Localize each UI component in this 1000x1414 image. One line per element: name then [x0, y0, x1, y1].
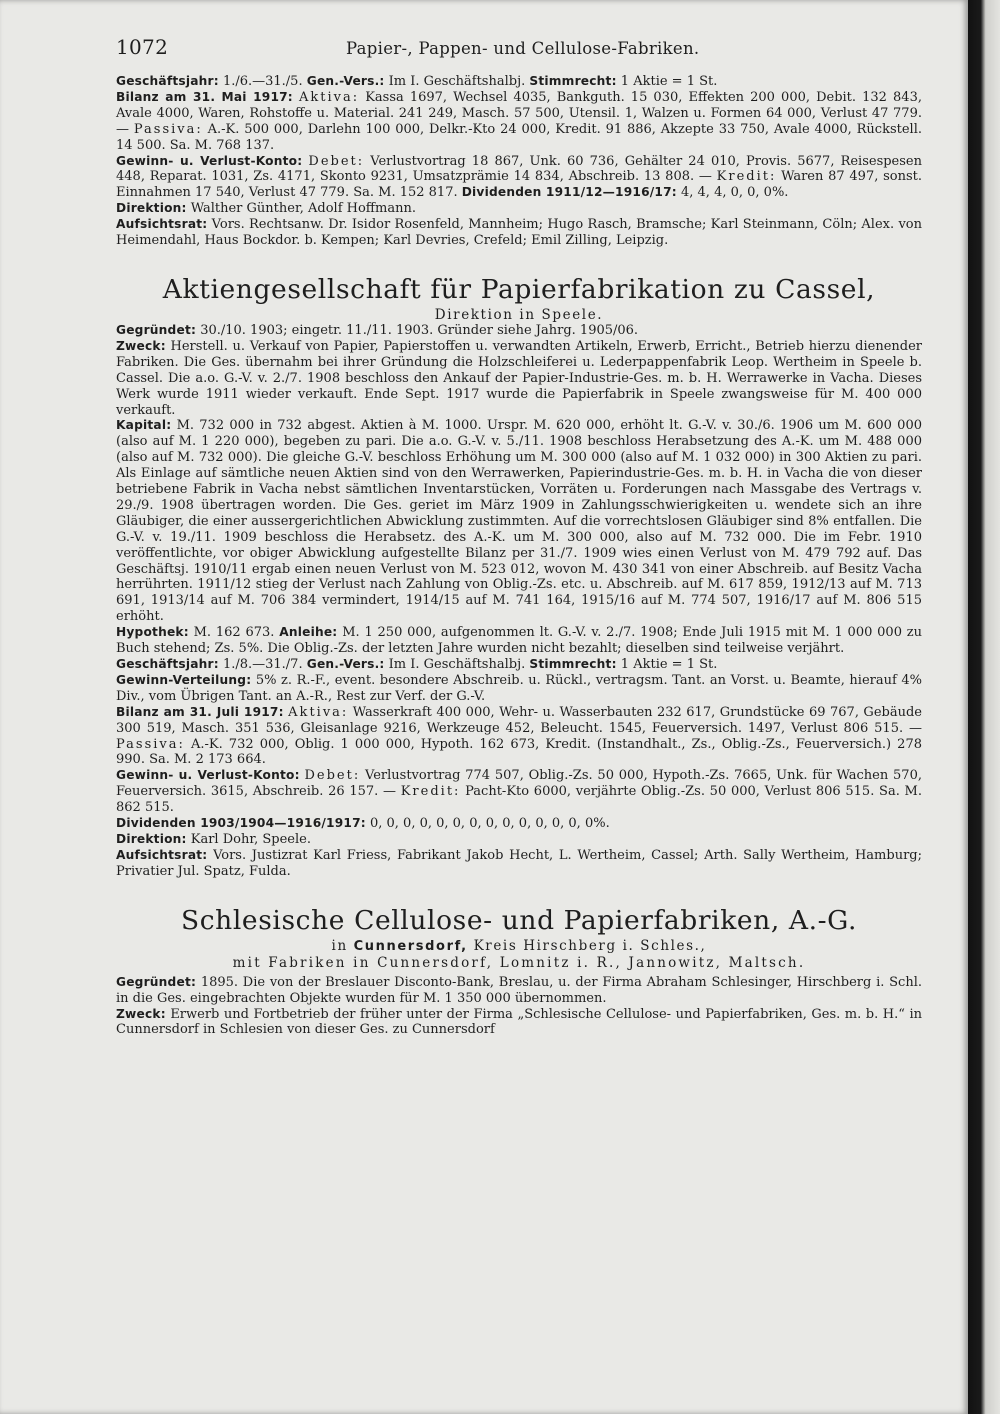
value-stimmrecht: 1 Aktie = 1 St. — [620, 74, 718, 89]
running-header — [116, 35, 922, 74]
value-hypothek: M. 162 673. — [193, 625, 275, 641]
entry-subtitle-location — [116, 938, 922, 955]
label-gegruendet: Gegründet: — [116, 974, 197, 989]
subtitle-in: in — [331, 937, 348, 954]
label-kredit: Kredit: — [716, 169, 777, 185]
value-kredit: Waren 87 497, sonst. Einnahmen 17 540, Verlust 47 779. Sa. M. 152 817. — [116, 169, 923, 201]
value-geschaeftsjahr: 1./6.—31./5. — [222, 74, 303, 89]
label-direktion: Direktion: — [116, 831, 187, 846]
label-guv: Gewinn- u. Verlust-Konto: — [116, 153, 303, 168]
paragraph-gewinn-verteilung — [116, 673, 922, 705]
paragraph-dividenden — [116, 816, 922, 832]
value-passiva: A.-K. 732 000, Oblig. 1 000 000, Hypoth. 162 673, Kredit. (Instandhalt., Zs., Oblig.-Zs., Feuerversich.) 278 990. Sa. M. 2 173 664. — [116, 736, 922, 768]
paragraph-gegruendet — [116, 323, 922, 339]
label-bilanz: Bilanz am 31. Mai 1917: — [116, 89, 293, 104]
label-debet: Debet: — [304, 768, 361, 784]
entry-subtitle: Direktion in Speele. — [434, 306, 604, 323]
value-gegruendet: 1895. Die von der Breslauer Disconto-Bank, Breslau, u. der Firma Abraham Schlesinger, Hirschberg i. Schl. in die Ges. eingebrachten Objekte wurden für M. 1 350 000 übernommen. — [116, 974, 922, 1006]
label-gewinn-verteilung: Gewinn-Verteilung: — [116, 672, 252, 687]
value-stimmrecht: 1 Aktie = 1 St. — [620, 657, 718, 672]
label-aktiva: Aktiva: — [288, 704, 349, 720]
value-gewinn-verteilung: 5% z. R.-F., event. besondere Abschreib. u. Rückl., vertragsm. Tant. an Vorst. u. Beamte, hierauf 4% Div., vom Übrigen Tant. an A.-R., Rest zur Verf. der G.-V. — [116, 672, 922, 704]
label-passiva: Passiva: — [133, 121, 203, 137]
page-gutter-edge — [968, 0, 1000, 1414]
paragraph-hypothek-anleihe — [116, 625, 922, 657]
label-geschaeftsjahr: Geschäftsjahr: — [116, 657, 219, 671]
label-kapital: Kapital: — [116, 418, 172, 433]
value-debet: Verlustvortrag 18 867, Unk. 60 736, Gehälter 24 010, Provis. 5677, Reisespesen 448, Reparat. 1031, Zs. 4171, Skonto 9231, Umsatzprämie 14 834, Abschreib. 13 808. — — [116, 153, 922, 185]
paragraph-gegruendet — [116, 975, 922, 1007]
entry-title: Aktiengesellschaft für Papierfabrikation zu Cassel, — [162, 273, 876, 305]
running-title: Papier-, Pappen- und Cellulose-Fabriken. — [346, 39, 700, 58]
value-aktiva: Wasserkraft 400 000, Wehr- u. Wasserbauten 232 617, Grundstücke 69 767, Gebäude 300 519, Masch. 351 536, Gleisanlage 9216, Werkzeuge 452, Beleucht. 1545, Feuerversich. 1497, Verlust 806 515. — — [116, 704, 922, 736]
paragraph-bilanz — [116, 705, 922, 769]
label-aufsichtsrat: Aufsichtsrat: — [116, 847, 208, 862]
label-gegruendet: Gegründet: — [116, 322, 197, 337]
label-bilanz: Bilanz am 31. Juli 1917: — [116, 704, 284, 719]
entry-schlesische — [116, 906, 922, 1039]
value-anleihe: M. 1 250 000, aufgenommen lt. G.-V. v. 2./7. 1908; Ende Juli 1915 mit M. 1 000 000 zu Buch stehend; Zs. 5%. Die Oblig.-Zs. der letzten Jahre wurden nicht bezahlt; dieselben sind teilweise verjährt. — [116, 625, 922, 657]
value-aufsichtsrat: Vors. Rechtsanw. Dr. Isidor Rosenfeld, Mannheim; Hugo Rasch, Bramsche; Karl Steinmann, Cöln; Alex. von Heimendahl, Haus Bockdor. b. Kempen; Karl Devries, Crefeld; Emil Zilling, Leipzig. — [116, 217, 922, 249]
value-kredit: Pacht-Kto 6000, verjährte Oblig.-Zs. 50 000, Verlust 806 515. Sa. M. 862 515. — [116, 784, 922, 816]
value-dividenden: 0, 0, 0, 0, 0, 0, 0, 0, 0, 0, 0, 0, 0, 0%. — [369, 816, 610, 832]
paragraph-aufsichtsrat — [116, 848, 922, 880]
value-geschaeftsjahr: 1./8.—31./7. — [222, 657, 303, 672]
label-debet: Debet: — [308, 153, 365, 169]
label-geschaeftsjahr: Geschäftsjahr: — [116, 74, 219, 88]
value-zweck: Herstell. u. Verkauf von Papier, Papierstoffen u. verwandten Artikeln, Erwerb, Erricht., Betrieb hierzu dienender Fabriken. Die Ges. übernahm bei ihrer Gründung die Holzschleiferei u. Lederpappenfabrik Leop. Wertheim in Speele b. Cassel. Die a.o. G.-V. v. 2./7. 1908 beschloss den Ankauf der Papier-Industrie-Ges. m. b. H. Werrawerke in Vacha. Dieses Werk wurde 1911 wieder verkauft. Ende Sept. 1917 wurde die Papierfabrik in Speele zwangsweise für M. 400 000 verkauft. — [116, 338, 922, 418]
value-debet: Verlustvortrag 774 507, Oblig.-Zs. 50 000, Hypoth.-Zs. 7665, Unk. für Wachen 570, Feuerversich. 3615, Abschreib. 26 157. — — [116, 768, 922, 800]
paragraph-zweck — [116, 1007, 922, 1039]
label-kredit: Kredit: — [400, 784, 461, 800]
label-hypothek: Hypothek: — [116, 625, 189, 640]
paragraph-geschaeftsjahr — [116, 74, 922, 90]
label-zweck: Zweck: — [116, 338, 166, 353]
value-kapital: M. 732 000 in 732 abgest. Aktien à M. 1000. Urspr. M. 620 000, erhöht lt. G.-V. v. 30./6. 1906 um M. 600 000 (also auf M. 1 220 000), begeben zu pari. Die a.o. G.-V. v. 5./11. 1908 beschloss Herabsetzung des A.-K. um M. 488 000 (also auf M. 732 000). Die gleiche G.-V. beschloss Erhöhung um M. 300 000 (also auf M. 1 032 000) in 300 Aktien zu pari. Als Einlage auf sämtliche neuen Aktien sind von den Werrawerken, Papierindustrie-Ges. m. b. H. in Vacha die von dieser betriebene Fabrik in Vacha nebst sämtlichen Inventarstücken, Vorräten u. Forderungen nach Massgabe des Vertrags v. 29./9. 1908 übertragen worden. Die Ges. geriet im März 1909 in Zahlungsschwierigkeiten u. wendete sich an ihre Gläubiger, die einer aussergerichtlichen Abwicklung zustimmten. Auf die vorrechtslosen Gläubiger sind 8% entfallen. Die G.-V. v. 19./11. 1909 beschloss die Herabsetz. des A.-K. um M. 300 000, also auf M. 732 000. Die im Febr. 1910 veröffentlichte, vor obiger Abwicklung aufgestellte Bilanz per 31./7. 1909 wies einen Verlust von M. 479 792 auf. Das Geschäftsj. 1910/11 ergab einen neuen Verlust von M. 523 012, wovon M. 430 341 von einer Abschreib. auf Besitz Vacha herrührten. 1911/12 stieg der Verlust nach Zahlung von Oblig.-Zs. etc. u. Abschreib. auf M. 617 859, 1912/13 auf M. 713 691, 1913/14 auf M. 706 384 vermindert, 1914/15 auf M. 741 164, 1915/16 auf M. 774 507, 1916/17 auf M. 806 515 erhöht. — [116, 418, 922, 625]
value-aktiva: Kassa 1697, Wechsel 4035, Bankguth. 15 030, Effekten 200 000, Debit. 132 843, Avale 4000, Waren, Rohstoffe u. Material. 241 249, Masch. 57 500, Utensil. 1, Walzen u. Formen 64 000, Verlust 47 779. — — [116, 89, 922, 137]
entry-title: Schlesische Cellulose- und Papierfabriken, A.-G. — [180, 904, 858, 936]
label-stimmrecht: Stimmrecht: — [529, 657, 617, 671]
page-number: 1072 — [116, 35, 169, 59]
paragraph-geschaeftsjahr — [116, 657, 922, 673]
label-aufsichtsrat: Aufsichtsrat: — [116, 217, 208, 232]
value-direktion: Walther Günther, Adolf Hoffmann. — [190, 201, 416, 217]
label-direktion: Direktion: — [116, 201, 187, 216]
value-dividenden: 4, 4, 4, 0, 0, 0%. — [681, 185, 789, 201]
label-dividenden: Dividenden 1911/12—1916/17: — [461, 185, 677, 200]
label-gen-vers: Gen.-Vers.: — [306, 74, 385, 88]
value-gen-vers: Im I. Geschäftshalbj. — [388, 657, 526, 672]
paragraph-guv — [116, 768, 922, 816]
paragraph-kapital — [116, 418, 922, 625]
label-zweck: Zweck: — [116, 1006, 166, 1021]
value-gegruendet: 30./10. 1903; eingetr. 11./11. 1903. Gründer siehe Jahrg. 1905/06. — [200, 322, 639, 338]
label-dividenden: Dividenden 1903/1904—1916/1917: — [116, 816, 366, 831]
value-aufsichtsrat: Vors. Justizrat Karl Friess, Fabrikant Jakob Hecht, L. Wertheim, Cassel; Arth. Sally Wertheim, Hamburg; Privatier Jul. Spatz, Fulda. — [116, 847, 922, 879]
label-guv: Gewinn- u. Verlust-Konto: — [116, 768, 300, 783]
label-anleihe: Anleihe: — [279, 625, 338, 640]
value-passiva: A.-K. 500 000, Darlehn 100 000, Delkr.-Kto 24 000, Kredit. 91 886, Akzepte 33 750, Avale 4000, Rückstell. 14 500. Sa. M. 768 137. — [116, 121, 922, 153]
paragraph-bilanz — [116, 90, 922, 154]
label-gen-vers: Gen.-Vers.: — [306, 657, 385, 671]
subtitle-place: Cunnersdorf, — [353, 938, 468, 954]
page-text-column — [116, 35, 923, 1038]
subtitle-district: Kreis Hirschberg i. Schles., — [473, 937, 707, 954]
paragraph-direktion — [116, 832, 922, 848]
paragraph-zweck — [116, 339, 922, 419]
paragraph-aufsichtsrat — [116, 217, 922, 249]
label-stimmrecht: Stimmrecht: — [529, 74, 617, 88]
entry-cassel — [116, 275, 922, 880]
value-direktion: Karl Dohr, Speele. — [190, 831, 311, 847]
paragraph-guv — [116, 154, 922, 202]
value-gen-vers: Im I. Geschäftshalbj. — [388, 74, 526, 89]
label-passiva: Passiva: — [116, 736, 185, 752]
value-zweck: Erwerb und Fortbetrieb der früher unter der Firma „Schlesische Cellulose- und Papierfabriken, Ges. m. b. H.“ in Cunnersdorf in Schlesien von dieser Ges. zu Cunnersdorf — [116, 1006, 922, 1038]
paragraph-direktion — [116, 201, 922, 217]
prev-entry — [116, 74, 922, 249]
label-aktiva: Aktiva: — [298, 89, 360, 105]
entry-subtitle-factories: mit Fabriken in Cunnersdorf, Lomnitz i. R., Jannowitz, Maltsch. — [232, 954, 806, 971]
